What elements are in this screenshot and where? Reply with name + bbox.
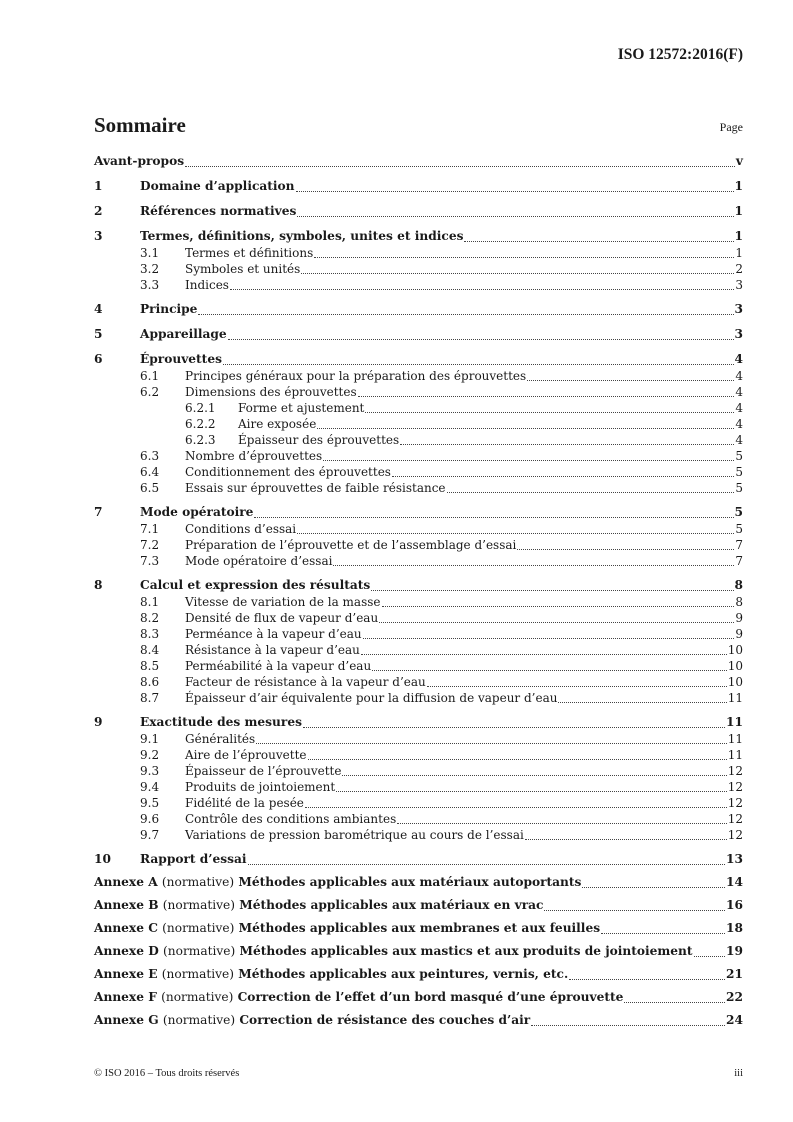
toc-dot-leader	[314, 256, 734, 258]
toc-entry-title: Termes, définitions, symboles, unites et indices	[140, 229, 464, 243]
toc-entry-number: 9.3	[140, 764, 160, 778]
toc-entry-page: 5	[735, 522, 743, 536]
toc-entry-title: Perméance à la vapeur d’eau	[185, 627, 362, 641]
toc-dot-leader	[382, 605, 735, 607]
toc-entry-title: Mode opératoire d’essai	[185, 554, 333, 568]
toc-annex-entry[interactable]	[94, 874, 743, 891]
toc-entry-page: 21	[726, 967, 743, 981]
toc-entry-page: 1	[734, 229, 743, 243]
toc-entry-number: 8.5	[140, 659, 160, 673]
toc-entry-number: 6.2.2	[185, 417, 216, 431]
toc-dot-leader	[694, 955, 725, 957]
toc-entry-title: Préparation de l’éprouvette et de l’assemblage d’essai	[185, 538, 517, 552]
toc-entry-number: 6.2.3	[185, 433, 216, 447]
annex-title: Correction de résistance des couches d’air	[239, 1013, 531, 1027]
toc-entry-title: Principe	[140, 302, 198, 316]
toc-dot-leader	[297, 532, 734, 534]
toc-entry-page: 10	[727, 659, 743, 673]
toc-dot-leader	[297, 215, 733, 217]
annex-label: Annexe E	[94, 967, 158, 981]
toc-entry[interactable]	[94, 277, 743, 293]
toc-entry[interactable]	[94, 504, 743, 521]
toc-entry-page: 12	[727, 764, 743, 778]
toc-entry[interactable]	[94, 537, 743, 553]
toc-entry-number: 7.2	[140, 538, 160, 552]
toc-entry[interactable]	[94, 448, 743, 464]
toc-dot-leader	[517, 548, 734, 550]
annex-label: Annexe F	[94, 990, 157, 1004]
toc-entry-page: 4	[735, 433, 743, 447]
toc-entry[interactable]	[94, 245, 743, 261]
toc-dot-leader	[372, 669, 727, 671]
toc-dot-leader	[365, 411, 734, 413]
toc-entry-page: 8	[734, 578, 743, 592]
annex-type: (normative)	[161, 875, 235, 889]
annex-type: (normative)	[162, 1013, 236, 1027]
toc-entry-number: 9	[94, 715, 103, 729]
annex-type: (normative)	[161, 967, 234, 981]
toc-entry-page: 18	[726, 921, 743, 935]
toc-entry-title: Domaine d’application	[140, 179, 295, 193]
annex-title: Méthodes applicables aux peintures, vernis, etc.	[238, 967, 569, 981]
toc-entry-page: 7	[735, 554, 743, 568]
toc-entry[interactable]	[94, 827, 743, 843]
toc-entry-page: 14	[726, 875, 743, 889]
toc-entry[interactable]	[94, 577, 743, 594]
toc-dot-leader	[525, 838, 727, 840]
toc-entry-number: 9.7	[140, 828, 160, 842]
toc-entry-title: Rapport d’essai	[140, 852, 247, 866]
toc-entry-page: 9	[735, 627, 743, 641]
toc-entry[interactable]	[94, 301, 743, 318]
toc-annex-entry[interactable]	[94, 1012, 743, 1029]
toc-entry-page: 8	[735, 595, 743, 609]
toc-entry[interactable]	[94, 811, 743, 827]
toc-entry-page: 4	[734, 352, 743, 366]
toc-entry-page: 10	[727, 675, 743, 689]
toc-entry-page: 3	[734, 327, 743, 341]
annex-title: Méthodes applicables aux membranes et aux feuilles	[238, 921, 601, 935]
toc-entry[interactable]	[94, 731, 743, 747]
toc-dot-leader	[336, 790, 727, 792]
toc-entry-page: 4	[735, 401, 743, 415]
toc-entry-page: 12	[727, 828, 743, 842]
toc-annex-text	[94, 874, 581, 891]
toc-annex-entry[interactable]	[94, 989, 743, 1006]
toc-dot-leader	[230, 288, 734, 290]
annex-title: Correction de l’effet d’un bord masqué d’une éprouvette	[237, 990, 624, 1004]
toc-dot-leader	[254, 516, 733, 518]
toc-entry[interactable]	[94, 464, 743, 480]
toc-entry-number: 6.4	[140, 465, 160, 479]
annex-type: (normative)	[163, 944, 236, 958]
toc-entry-title: Facteur de résistance à la vapeur d’eau	[185, 675, 426, 689]
toc-dot-leader	[308, 758, 727, 760]
toc-entry[interactable]	[94, 674, 743, 690]
toc-entry-title: Termes et définitions	[185, 246, 314, 260]
toc-entry-number: 5	[94, 327, 103, 341]
toc-entry[interactable]	[94, 763, 743, 779]
toc-entry-page: 22	[726, 990, 743, 1004]
toc-entry-page: 11	[727, 732, 743, 746]
toc-dot-leader	[223, 363, 734, 365]
toc-annex-text	[94, 943, 693, 960]
toc-entry-page: 12	[727, 812, 743, 826]
toc-dot-leader	[248, 863, 725, 865]
toc-dot-leader	[333, 564, 734, 566]
toc-entry[interactable]	[94, 779, 743, 795]
toc-dot-leader	[303, 726, 725, 728]
toc-entry-number: 6.3	[140, 449, 160, 463]
toc-entry-title: Perméabilité à la vapeur d’eau	[185, 659, 372, 673]
toc-entry-number: 4	[94, 302, 103, 316]
toc-entry-title: Conditions d’essai	[185, 522, 297, 536]
toc-entry-number: 9.4	[140, 780, 160, 794]
toc-entry-number: 9.6	[140, 812, 160, 826]
toc-entry-number: 9.2	[140, 748, 160, 762]
toc-entry[interactable]	[94, 153, 743, 170]
toc-entry[interactable]	[94, 228, 743, 245]
toc-entry-title: Épaisseur de l’éprouvette	[185, 764, 342, 778]
toc-entry[interactable]	[94, 714, 743, 731]
toc-entry-page: 1	[735, 246, 743, 260]
toc-entry-title: Références normatives	[140, 204, 297, 218]
toc-entry[interactable]	[94, 432, 743, 448]
toc-entry-number: 8.4	[140, 643, 160, 657]
toc-entry-page: v	[735, 154, 743, 168]
annex-title: Méthodes applicables aux matériaux en vrac	[239, 898, 544, 912]
toc-entry[interactable]	[94, 690, 743, 706]
page-column-label: Page	[719, 120, 743, 134]
toc-entry-number: 3.1	[140, 246, 160, 260]
toc-entry-number: 3.3	[140, 278, 160, 292]
toc-dot-leader	[527, 379, 734, 381]
toc-entry[interactable]	[94, 658, 743, 674]
toc-entry-page: 11	[727, 748, 743, 762]
toc-entry-title: Fidélité de la pesée	[185, 796, 304, 810]
toc-dot-leader	[544, 909, 725, 911]
toc-entry-title: Exactitude des mesures	[140, 715, 302, 729]
toc-annex-text	[94, 897, 543, 914]
toc-entry[interactable]	[94, 851, 743, 868]
toc-annex-entry[interactable]	[94, 897, 743, 914]
toc-annex-entry[interactable]	[94, 966, 743, 983]
toc-dot-leader	[342, 774, 726, 776]
toc-dot-leader	[198, 313, 733, 315]
toc-entry-page: 13	[726, 852, 743, 866]
toc-entry-page: 1	[734, 179, 743, 193]
toc-entry-title: Appareillage	[140, 327, 227, 341]
annex-type: (normative)	[161, 990, 234, 1004]
toc-entry[interactable]	[94, 480, 743, 496]
toc-dot-leader	[323, 459, 734, 461]
toc-entry-page: 11	[727, 691, 743, 705]
toc-entry-page: 9	[735, 611, 743, 625]
toc-annex-text	[94, 966, 568, 983]
toc-entry-page: 5	[734, 505, 743, 519]
toc-entry-page: 12	[727, 796, 743, 810]
toc-annex-entry[interactable]	[94, 943, 743, 960]
toc-entry-title: Résistance à la vapeur d’eau	[185, 643, 360, 657]
toc-entry-page: 12	[727, 780, 743, 794]
toc-entry[interactable]	[94, 368, 743, 384]
toc-entry[interactable]	[94, 795, 743, 811]
toc-entry-number: 9.1	[140, 732, 160, 746]
toc-entry-title: Vitesse de variation de la masse	[185, 595, 381, 609]
toc-entry-title: Dimensions des éprouvettes	[185, 385, 357, 399]
toc-entry[interactable]	[94, 400, 743, 416]
toc-entry-title: Mode opératoire	[140, 505, 254, 519]
toc-entry-page: 5	[735, 449, 743, 463]
toc-entry-title: Contrôle des conditions ambiantes	[185, 812, 397, 826]
page-title: Sommaire	[94, 113, 186, 137]
toc-entry-page: 3	[735, 278, 743, 292]
toc-dot-leader	[371, 589, 733, 591]
toc-entry-title: Aire exposée	[238, 417, 317, 431]
toc-entry-page: 2	[735, 262, 743, 276]
toc-entry[interactable]	[94, 626, 743, 642]
toc-annex-text	[94, 920, 600, 937]
annex-label: Annexe B	[94, 898, 159, 912]
toc-entry-number: 6.2	[140, 385, 160, 399]
toc-entry-number: 8.7	[140, 691, 160, 705]
toc-dot-leader	[569, 978, 725, 980]
toc-entry[interactable]	[94, 521, 743, 537]
footer-copyright: © ISO 2016 – Tous droits réservés	[94, 1068, 240, 1079]
toc-entry-number: 6.2.1	[185, 401, 216, 415]
toc-entry-title: Avant-propos	[94, 154, 185, 168]
toc-entry-page: 7	[735, 538, 743, 552]
annex-title: Méthodes applicables aux matériaux autoportants	[238, 875, 582, 889]
toc-dot-leader	[447, 491, 735, 493]
toc-dot-leader	[392, 475, 734, 477]
annex-title: Méthodes applicables aux mastics et aux produits de jointoiement	[239, 944, 693, 958]
toc-entry-number: 8.1	[140, 595, 160, 609]
toc-entry[interactable]	[94, 594, 743, 610]
toc-entry-page: 4	[735, 417, 743, 431]
toc-dot-leader	[305, 806, 727, 808]
toc-entry[interactable]	[94, 326, 743, 343]
annex-type: (normative)	[162, 921, 235, 935]
toc-dot-leader	[601, 932, 725, 934]
toc-entry-title: Épaisseur d’air équivalente pour la diffusion de vapeur d’eau	[185, 691, 558, 705]
annex-label: Annexe C	[94, 921, 158, 935]
toc-entry-page: 5	[735, 481, 743, 495]
toc-dot-leader	[301, 272, 734, 274]
toc-entry[interactable]	[94, 610, 743, 626]
annex-label: Annexe D	[94, 944, 159, 958]
toc-entry-number: 2	[94, 204, 103, 218]
toc-dot-leader	[582, 886, 725, 888]
toc-entry-number: 6.1	[140, 369, 160, 383]
toc-dot-leader	[531, 1024, 725, 1026]
toc-entry-title: Variations de pression barométrique au cours de l’essai	[185, 828, 524, 842]
annex-label: Annexe G	[94, 1013, 159, 1027]
toc-entry-title: Symboles et unités	[185, 262, 301, 276]
toc-entry-page: 16	[726, 898, 743, 912]
toc-entry-title: Conditionnement des éprouvettes	[185, 465, 391, 479]
toc-entry-title: Épaisseur des éprouvettes	[238, 433, 400, 447]
toc-dot-leader	[363, 637, 735, 639]
toc-entry[interactable]	[94, 553, 743, 569]
toc-entry-number: 8.2	[140, 611, 160, 625]
toc-entry-page: 24	[726, 1013, 743, 1027]
toc-annex-entry[interactable]	[94, 920, 743, 937]
toc-entry[interactable]	[94, 203, 743, 220]
toc-entry[interactable]	[94, 261, 743, 277]
toc-dot-leader	[624, 1001, 725, 1003]
toc-entry[interactable]	[94, 178, 743, 195]
toc-entry-title: Aire de l’éprouvette	[185, 748, 307, 762]
toc-dot-leader	[464, 240, 733, 242]
toc-entry[interactable]	[94, 747, 743, 763]
toc-entry-number: 7.3	[140, 554, 160, 568]
toc-entry-title: Essais sur éprouvettes de faible résistance	[185, 481, 446, 495]
toc-dot-leader	[185, 165, 735, 167]
toc-entry-number: 1	[94, 179, 103, 193]
toc-entry[interactable]	[94, 642, 743, 658]
toc-entry-number: 6	[94, 352, 103, 366]
toc-dot-leader	[228, 338, 734, 340]
footer-page-number: iii	[734, 1068, 743, 1079]
toc-entry-number: 7	[94, 505, 103, 519]
toc-entry-number: 3	[94, 229, 103, 243]
toc-entry-title: Nombre d’éprouvettes	[185, 449, 323, 463]
toc-entry-page: 1	[734, 204, 743, 218]
toc-dot-leader	[358, 395, 735, 397]
annex-type: (normative)	[162, 898, 235, 912]
toc-dot-leader	[379, 621, 734, 623]
toc-entry-title: Éprouvettes	[140, 352, 222, 366]
toc-entry-page: 4	[735, 369, 743, 383]
toc-entry-page: 19	[726, 944, 743, 958]
toc-entry-title: Calcul et expression des résultats	[140, 578, 371, 592]
toc-entry-number: 8.6	[140, 675, 160, 689]
toc-entry-title: Forme et ajustement	[238, 401, 365, 415]
toc-dot-leader	[361, 653, 727, 655]
toc-annex-text	[94, 1012, 530, 1029]
table-of-contents	[94, 153, 743, 1029]
toc-entry-number: 9.5	[140, 796, 160, 810]
toc-dot-leader	[397, 822, 726, 824]
toc-entry[interactable]	[94, 416, 743, 432]
toc-entry-number: 6.5	[140, 481, 160, 495]
toc-dot-leader	[558, 701, 726, 703]
toc-entry[interactable]	[94, 351, 743, 368]
toc-annex-text	[94, 989, 623, 1006]
toc-dot-leader	[317, 427, 734, 429]
toc-entry-number: 8.3	[140, 627, 160, 641]
toc-dot-leader	[427, 685, 727, 687]
toc-entry[interactable]	[94, 384, 743, 400]
toc-entry-page: 11	[726, 715, 743, 729]
toc-entry-page: 10	[727, 643, 743, 657]
toc-dot-leader	[296, 190, 734, 192]
toc-entry-title: Produits de jointoiement	[185, 780, 336, 794]
toc-entry-title: Principes généraux pour la préparation des éprouvettes	[185, 369, 527, 383]
toc-entry-page: 4	[735, 385, 743, 399]
toc-entry-number: 7.1	[140, 522, 160, 536]
toc-entry-number: 3.2	[140, 262, 160, 276]
toc-dot-leader	[400, 443, 734, 445]
toc-entry-page: 3	[734, 302, 743, 316]
toc-entry-page: 5	[735, 465, 743, 479]
toc-entry-title: Densité de flux de vapeur d’eau	[185, 611, 379, 625]
toc-dot-leader	[256, 742, 727, 744]
toc-entry-number: 10	[94, 852, 111, 866]
document-id: ISO 12572:2016(F)	[617, 46, 743, 63]
toc-entry-title: Indices	[185, 278, 229, 292]
annex-label: Annexe A	[94, 875, 158, 889]
toc-entry-number: 8	[94, 578, 103, 592]
toc-entry-title: Généralités	[185, 732, 256, 746]
